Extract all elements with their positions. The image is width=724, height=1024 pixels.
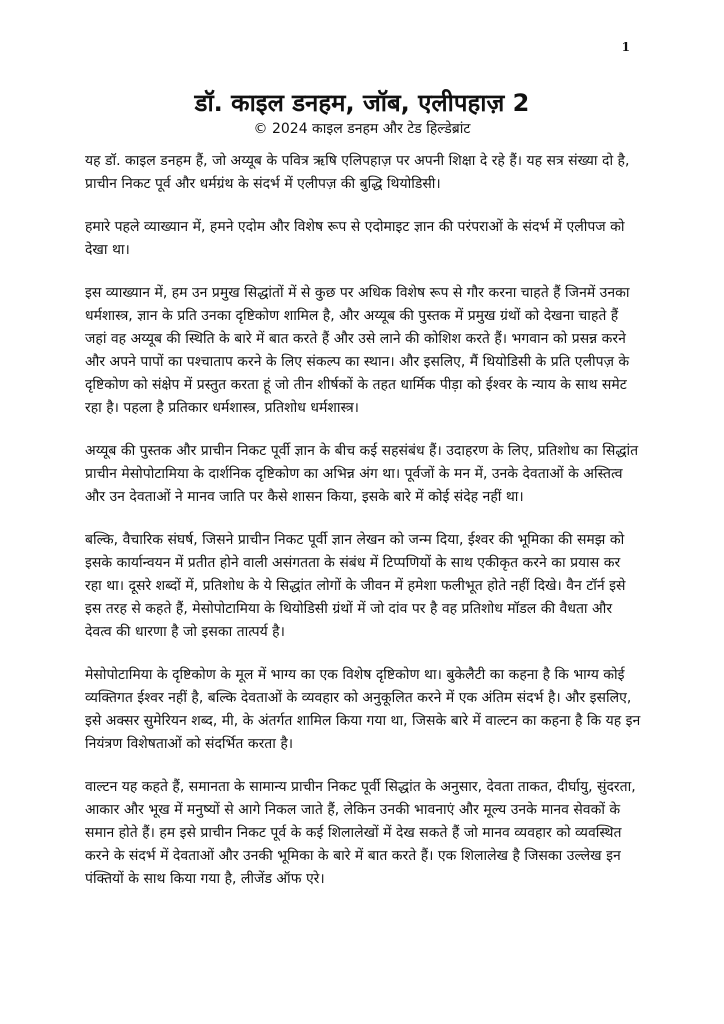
document-body	[85, 150, 641, 911]
paragraph: इस व्याख्यान में, हम उन प्रमुख सिद्धांतों में से कुछ पर अधिक विशेष रूप से गौर करना चाहते हैं जिनमें उनका धर्मशास्त्र, ज्ञान के प्रति उनका दृष्टिकोण शामिल है, और अय्यूब की पुस्तक में प्रमुख ग्रंथों को देखना चाहते हैं जहां वह अय्यूब की स्थिति के बारे में बात करते हैं और उसे लाने की कोशिश करते हैं। भगवान को प्रसन्न करने और अपने पापों का पश्चाताप करने के लिए संकल्प का स्थान। और इसलिए, मैं थियोडिसी के प्रति एलीपज़ के दृष्टिकोण को संक्षेप में प्रस्तुत करता हूं जो तीन शीर्षकों के तहत धार्मिक पीड़ा को ईश्वर के न्याय के साथ समेट रहा है। पहला है प्रतिकार धर्मशास्त्र, प्रतिशोध धर्मशास्त्र।	[85, 285, 630, 416]
page-title: डॉ. काइल डनहम, जॉब, एलीपहाज़ 2	[194, 89, 530, 117]
paragraph: यह डॉ. काइल डनहम हैं, जो अय्यूब के पवित्र ऋषि एलिपहाज़ पर अपनी शिक्षा दे रहे हैं। यह सत्र संख्या दो है, प्राचीन निकट पूर्व और धर्मग्रंथ के संदर्भ में एलीपज़ की बुद्धि थियोडिसी।	[85, 153, 630, 192]
paragraph: वाल्टन यह कहते हैं, समानता के सामान्य प्राचीन निकट पूर्वी सिद्धांत के अनुसार, देवता ताकत, दीर्घायु, सुंदरता, आकार और भूख में मनुष्यों से आगे निकल जाते हैं, लेकिन उनकी भावनाएं और मूल्य उनके मानव सेवकों के समान होते हैं। हम इसे प्राचीन निकट पूर्व के कई शिलालेखों में देख सकते हैं जो मानव व्यवहार को व्यवस्थित करने के संदर्भ में देवताओं और उनकी भूमिका के बारे में बात करते हैं। एक शिलालेख है जिसका उल्लेख इन पंक्तियों के साथ किया गया है, लीजेंड ऑफ एरे।	[85, 779, 636, 887]
paragraph: अय्यूब की पुस्तक और प्राचीन निकट पूर्वी ज्ञान के बीच कई सहसंबंध हैं। उदाहरण के लिए, प्रतिशोध का सिद्धांत प्राचीन मेसोपोटामिया के दार्शनिक दृष्टिकोण का अभिन्न अंग था। पूर्वजों के मन में, उनके देवताओं के अस्तित्व और उन देवताओं ने मानव जाति पर कैसे शासन किया, इसके बारे में कोई संदेह नहीं था।	[85, 443, 639, 505]
paragraph: मेसोपोटामिया के दृष्टिकोण के मूल में भाग्य का एक विशेष दृष्टिकोण था। बुकेलैटी का कहना है कि भाग्य कोई व्यक्तिगत ईश्वर नहीं है, बल्कि देवताओं के व्यवहार को अनुकूलित करने में एक अंतिम संदर्भ है। और इसलिए, इसे अक्सर सुमेरियन शब्द, मी, के अंतर्गत शामिल किया गया था, जिसके बारे में वाल्टन का कहना है कि यह इन नियंत्रण विशेषताओं को संदर्भित करता है।	[85, 667, 641, 752]
page-number: 1	[621, 40, 630, 54]
paragraph: हमारे पहले व्याख्यान में, हमने एदोम और विशेष रूप से एदोमाइट ज्ञान की परंपराओं के संदर्भ में एलीपज को देखा था।	[85, 219, 625, 258]
copyright-line: © 2024 काइल डनहम और टेड हिल्डेब्रांट	[253, 121, 471, 137]
document-header	[0, 88, 724, 138]
paragraph: बल्कि, वैचारिक संघर्ष, जिसने प्राचीन निकट पूर्वी ज्ञान लेखन को जन्म दिया, ईश्वर की भूमिका की समझ को इसके कार्यान्वयन में प्रतीत होने वाली असंगतता के संबंध में टिप्पणियों के साथ एकीकृत करने का प्रयास कर रहा था। दूसरे शब्दों में, प्रतिशोध के ये सिद्धांत लोगों के जीवन में हमेशा फलीभूत होते नहीं दिखे। वैन टॉर्न इसे इस तरह से कहते हैं, मेसोपोटामिया के थियोडिसी ग्रंथों में जो दांव पर है वह प्रतिशोध मॉडल की वैधता और देवत्व की धारणा है जो इसका तात्पर्य है।	[85, 532, 626, 640]
